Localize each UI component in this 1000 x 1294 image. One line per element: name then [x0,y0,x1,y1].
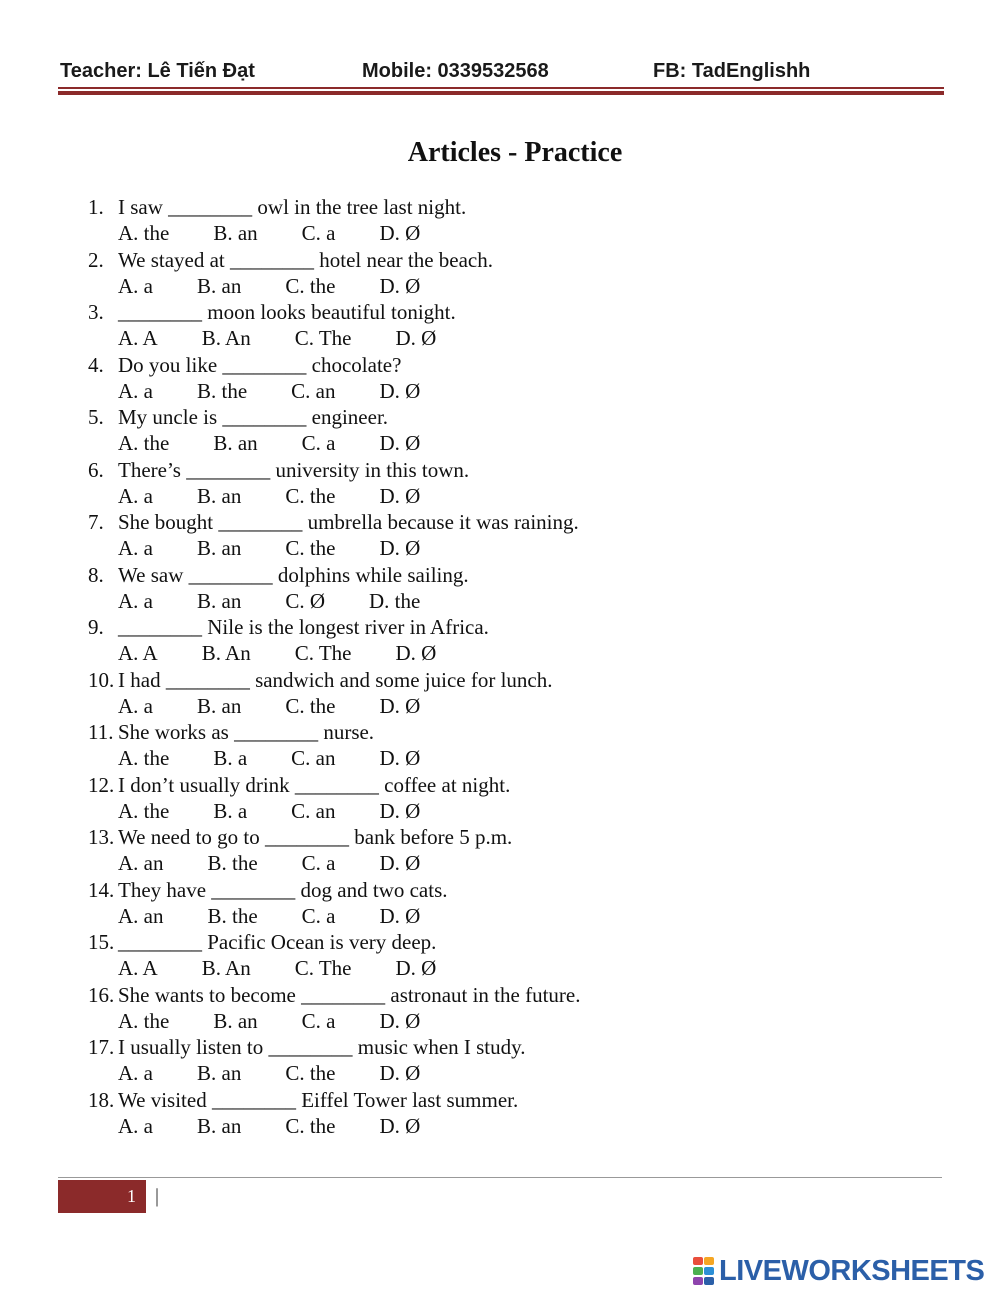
answer-option[interactable]: B. the [197,378,248,403]
question-item [88,509,788,562]
question-item [88,929,788,982]
answer-option[interactable]: A. a [118,1061,153,1085]
answer-option[interactable]: D. Ø [379,798,421,823]
answer-option[interactable]: A. a [118,483,153,508]
answer-option[interactable]: D. Ø [379,1113,421,1138]
liveworksheets-logo-text: LIVEWORKSHEETS [719,1254,985,1287]
answer-option[interactable]: B. an [213,221,258,245]
answer-option[interactable]: B. an [213,1008,258,1033]
answer-option[interactable]: C. a [301,221,336,245]
answer-option[interactable]: C. an [291,798,336,823]
question-list [88,194,788,1139]
answer-option[interactable]: A. A [118,956,158,980]
answer-option[interactable]: A. the [118,431,170,455]
question-number: 7. [88,510,104,534]
answer-option[interactable]: A. the [118,746,170,770]
question-line [88,877,448,903]
answer-option[interactable]: D. Ø [379,221,421,245]
answer-option[interactable]: C. Ø [285,588,326,613]
header-mobile: Mobile: 0339532568 [362,60,549,82]
answer-options [118,798,464,824]
answer-option[interactable]: A. a [118,693,153,718]
question-number: 11. [88,720,114,744]
answer-option[interactable]: C. the [285,1113,336,1138]
question-line [88,929,436,955]
question-text: We need to go to ________ bank before 5 p.m. [118,825,513,849]
liveworksheets-logo[interactable] [693,1254,993,1288]
answer-option[interactable]: B. an [213,431,258,455]
answer-option[interactable]: D. Ø [379,431,421,455]
question-item [88,352,788,405]
answer-option[interactable]: A. a [118,536,153,560]
question-number: 18. [88,1087,115,1112]
question-text: ________ moon looks beautiful tonight. [118,300,456,324]
question-text: I saw ________ owl in the tree last night. [118,195,467,219]
answer-options [118,430,464,456]
answer-option[interactable]: D. Ø [379,903,421,928]
answer-option[interactable]: B. an [197,483,242,508]
question-text: My uncle is ________ engineer. [118,405,389,429]
answer-options [118,325,480,351]
answer-options [118,535,464,561]
answer-option[interactable]: B. an [197,1061,242,1085]
answer-option[interactable]: A. A [118,326,158,350]
answer-option[interactable]: D. Ø [395,956,437,980]
answer-options [118,850,464,876]
answer-option[interactable]: D. Ø [379,1061,421,1085]
answer-option[interactable]: C. an [291,378,336,403]
question-number: 14. [88,877,115,902]
question-line [88,509,579,535]
question-text: They have ________ dog and two cats. [118,877,448,902]
answer-option[interactable]: C. a [301,851,336,875]
answer-options [118,378,464,404]
question-text: I don’t usually drink ________ coffee at night. [118,772,511,797]
answer-option[interactable]: D. Ø [379,693,421,718]
answer-option[interactable]: B. an [197,588,242,613]
question-number: 15. [88,930,115,954]
page-title: Articles - Practice [407,137,623,168]
answer-option[interactable]: B. An [201,326,251,350]
question-number: 8. [88,562,104,587]
answer-option[interactable]: C. The [294,956,352,980]
question-line [88,299,456,325]
question-line [88,1087,518,1113]
answer-option[interactable]: A. an [118,851,164,875]
question-line [88,457,469,483]
answer-option[interactable]: A. a [118,378,153,403]
question-text: ________ Pacific Ocean is very deep. [118,930,437,954]
question-number: 9. [88,615,104,639]
answer-option[interactable]: B. An [201,641,251,665]
question-text: We visited ________ Eiffel Tower last summer. [118,1087,519,1112]
question-number: 13. [88,825,115,849]
answer-option[interactable]: D. Ø [379,483,421,508]
question-line [88,562,469,588]
answer-options [118,588,464,614]
question-text: There’s ________ university in this town. [118,457,470,482]
answer-option[interactable]: A. the [118,221,170,245]
answer-option[interactable]: B. an [197,536,242,560]
question-number: 3. [88,300,104,324]
answer-option[interactable]: C. The [294,641,352,665]
answer-options [118,640,480,666]
answer-options [118,1008,464,1034]
question-text: We stayed at ________ hotel near the beach. [118,247,494,272]
question-line [88,772,510,798]
answer-option[interactable]: C. an [291,746,336,770]
question-number: 10. [88,667,115,692]
answer-option[interactable]: B. the [207,903,258,928]
question-line [88,982,580,1008]
question-item [88,877,788,930]
question-item [88,982,788,1035]
question-number: 4. [88,352,104,377]
question-number: 1. [88,195,104,219]
question-line [88,824,512,850]
question-number: 6. [88,457,104,482]
question-text: She works as ________ nurse. [118,720,375,744]
answer-option[interactable]: A. A [118,641,158,665]
answer-options [118,955,480,981]
question-text: She bought ________ umbrella because it was raining. [118,510,579,534]
answer-option[interactable]: A. an [118,903,164,928]
question-text: I had ________ sandwich and some juice for lunch. [118,667,553,692]
question-text: She wants to become ________ astronaut in the future. [118,982,581,1007]
question-number: 5. [88,405,104,429]
liveworksheets-logo-icon [693,1257,715,1285]
answer-option[interactable]: D. Ø [379,1008,421,1033]
question-item [88,824,788,877]
page-separator: | [155,1185,160,1207]
answer-option[interactable]: B. an [197,1113,242,1138]
answer-option[interactable]: B. the [207,851,258,875]
answer-option[interactable]: A. the [118,798,170,823]
answer-option[interactable]: D. the [369,588,421,613]
answer-option[interactable]: B. a [213,746,248,770]
question-item [88,719,788,772]
header-rule-thick [58,91,944,95]
question-text: We saw ________ dolphins while sailing. [118,562,469,587]
answer-option[interactable]: C. a [301,1008,336,1033]
header-rule-thin [58,87,944,89]
answer-option[interactable]: C. the [285,693,336,718]
question-line [88,614,489,640]
answer-option[interactable]: A. a [118,588,153,613]
answer-options [118,903,464,929]
question-item [88,299,788,352]
answer-option[interactable]: D. Ø [395,326,437,350]
question-text: I usually listen to ________ music when I study. [118,1035,526,1059]
answer-option[interactable]: D. Ø [379,273,421,298]
question-line [88,719,374,745]
question-text: Do you like ________ chocolate? [118,352,402,377]
answer-option[interactable]: D. Ø [395,641,437,665]
question-item [88,1087,788,1140]
header-fb: FB: TadEnglishh [653,60,811,82]
question-item [88,667,788,720]
question-number: 17. [88,1035,115,1059]
answer-options [118,273,464,299]
answer-option[interactable]: A. a [118,1113,153,1138]
answer-option[interactable]: C. the [285,536,336,560]
question-number: 12. [88,772,115,797]
answer-options [118,693,464,719]
question-line [88,247,493,273]
header-teacher: Teacher: Lê Tiến Đạt [60,60,255,82]
answer-option[interactable]: D. Ø [379,851,421,875]
answer-option[interactable]: C. The [294,326,352,350]
question-line [88,194,466,220]
question-line [88,667,552,693]
question-item [88,247,788,300]
question-item [88,772,788,825]
answer-option[interactable]: C. the [285,483,336,508]
question-item [88,1034,788,1087]
answer-option[interactable]: D. Ø [379,378,421,403]
answer-option[interactable]: C. the [285,1061,336,1085]
question-number: 16. [88,982,115,1007]
page-header [60,58,944,88]
answer-option[interactable]: C. a [301,903,336,928]
answer-option[interactable]: D. Ø [379,746,421,770]
answer-option[interactable]: D. Ø [379,536,421,560]
answer-option[interactable]: B. an [197,273,242,298]
question-item [88,562,788,615]
answer-options [118,1060,464,1086]
question-item [88,457,788,510]
answer-options [118,1113,464,1139]
question-item [88,194,788,247]
answer-options [118,220,464,246]
question-line [88,1034,526,1060]
footer-rule [58,1177,942,1178]
answer-option[interactable]: C. the [285,273,336,298]
question-item [88,404,788,457]
answer-option[interactable]: B. An [201,956,251,980]
question-line [88,352,401,378]
answer-options [118,745,464,771]
answer-option[interactable]: B. an [197,693,242,718]
answer-option[interactable]: A. a [118,273,153,298]
answer-option[interactable]: B. a [213,798,248,823]
answer-option[interactable]: C. a [301,431,336,455]
answer-option[interactable]: A. the [118,1008,170,1033]
page-number: 1 [58,1180,146,1213]
question-text: ________ Nile is the longest river in Africa. [118,615,489,639]
question-number: 2. [88,247,104,272]
answer-options [118,483,464,509]
question-item [88,614,788,667]
question-line [88,404,388,430]
